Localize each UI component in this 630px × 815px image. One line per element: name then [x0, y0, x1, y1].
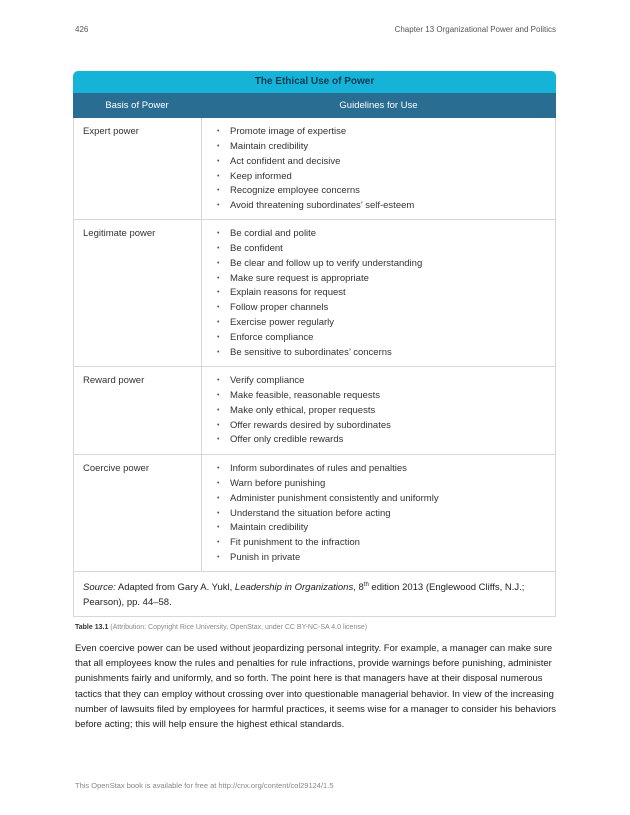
- guideline-item: • Maintain credibility: [202, 140, 555, 155]
- guideline-item: • Exercise power regularly: [202, 316, 555, 331]
- guideline-item: • Make only ethical, proper requests: [202, 404, 555, 419]
- guideline-item: • Make feasible, reasonable requests: [202, 389, 555, 404]
- guideline-item: • Punish in private: [202, 551, 555, 566]
- guideline-item: • Act confident and decisive: [202, 155, 555, 170]
- guidelines-cell: [202, 118, 555, 219]
- guideline-item: • Avoid threatening subordinates’ self-esteem: [202, 199, 555, 214]
- page-number: 426: [75, 25, 89, 34]
- guideline-item: • Keep informed: [202, 170, 555, 185]
- source-book-title: Leadership in Organizations: [234, 582, 354, 594]
- guideline-item: • Be clear and follow up to verify understanding: [202, 257, 555, 272]
- ethical-power-table: [73, 71, 556, 617]
- table-source-note: [73, 572, 556, 617]
- basis-cell: Reward power: [74, 367, 202, 454]
- guideline-item: • Follow proper channels: [202, 301, 555, 316]
- guideline-item: • Promote image of expertise: [202, 125, 555, 140]
- source-label: Source:: [83, 582, 116, 594]
- table-row: [73, 455, 556, 572]
- caption-attribution: (Attribution: Copyright Rice University, OpenStax, under CC BY-NC-SA 4.0 license): [108, 624, 368, 631]
- basis-cell: Legitimate power: [74, 220, 202, 366]
- table-row: [73, 118, 556, 220]
- source-text-2: , 8: [353, 582, 364, 594]
- table-row: [73, 220, 556, 367]
- guideline-item: • Explain reasons for request: [202, 286, 555, 301]
- guideline-item: • Inform subordinates of rules and penalties: [202, 462, 555, 477]
- guideline-item: • Be confident: [202, 242, 555, 257]
- guideline-item: • Maintain credibility: [202, 521, 555, 536]
- page-footer: This OpenStax book is available for free at http://cnx.org/content/col29124/1.5: [75, 781, 334, 790]
- guideline-item: • Administer punishment consistently and uniformly: [202, 492, 555, 507]
- column-header-guidelines: Guidelines for Use: [339, 100, 418, 111]
- chapter-title: Chapter 13 Organizational Power and Politics: [394, 25, 556, 34]
- source-text-3: edition 2013 (Englewood Cliffs, N.J.; Pearson), pp. 44–58.: [83, 582, 525, 609]
- guideline-item: • Warn before punishing: [202, 477, 555, 492]
- caption-label: Table 13.1: [75, 624, 109, 631]
- guideline-item: • Verify compliance: [202, 374, 555, 389]
- guidelines-cell: [202, 455, 555, 571]
- source-text-1: Adapted from Gary A. Yukl,: [115, 582, 235, 594]
- source-superscript: th: [363, 582, 369, 588]
- guideline-item: • Make sure request is appropriate: [202, 272, 555, 287]
- guideline-item: • Be cordial and polite: [202, 227, 555, 242]
- guideline-item: • Offer rewards desired by subordinates: [202, 419, 555, 434]
- table-title: The Ethical Use of Power: [73, 71, 556, 93]
- guidelines-list: [202, 462, 555, 566]
- body-paragraph: Even coercive power can be used without jeopardizing personal integrity. For example, a manager can make sure that all employees know the rules and penalties for rule infractions, provide warnings before punishing, administer punishments fairly and uniformly, and so forth. The point here is that managers have at their disposal numerous tactics that they can employ without crossing over into questionable managerial behavior. In view of the increasing number of lawsuits filed by employees for harmful practices, it seems wise for a manager to consider his behaviors before acting; this will help ensure the highest ethical standards.: [75, 643, 557, 731]
- guideline-item: • Enforce compliance: [202, 331, 555, 346]
- guideline-item: • Recognize employee concerns: [202, 184, 555, 199]
- guidelines-cell: [202, 220, 555, 366]
- guidelines-list: [202, 374, 555, 448]
- table-body: [73, 118, 556, 572]
- guideline-item: • Understand the situation before acting: [202, 507, 555, 522]
- guideline-item: • Fit punishment to the infraction: [202, 536, 555, 551]
- guidelines-cell: [202, 367, 555, 454]
- guidelines-list: [202, 227, 555, 361]
- table-caption: [75, 624, 367, 631]
- table-row: [73, 367, 556, 455]
- guideline-item: • Offer only credible rewards: [202, 433, 555, 448]
- column-header-basis: Basis of Power: [105, 100, 169, 111]
- basis-cell: Coercive power: [74, 455, 202, 571]
- table-header-row: [73, 93, 556, 118]
- guideline-item: • Be sensitive to subordinates’ concerns: [202, 346, 555, 361]
- guidelines-list: [202, 125, 555, 214]
- basis-cell: Expert power: [74, 118, 202, 219]
